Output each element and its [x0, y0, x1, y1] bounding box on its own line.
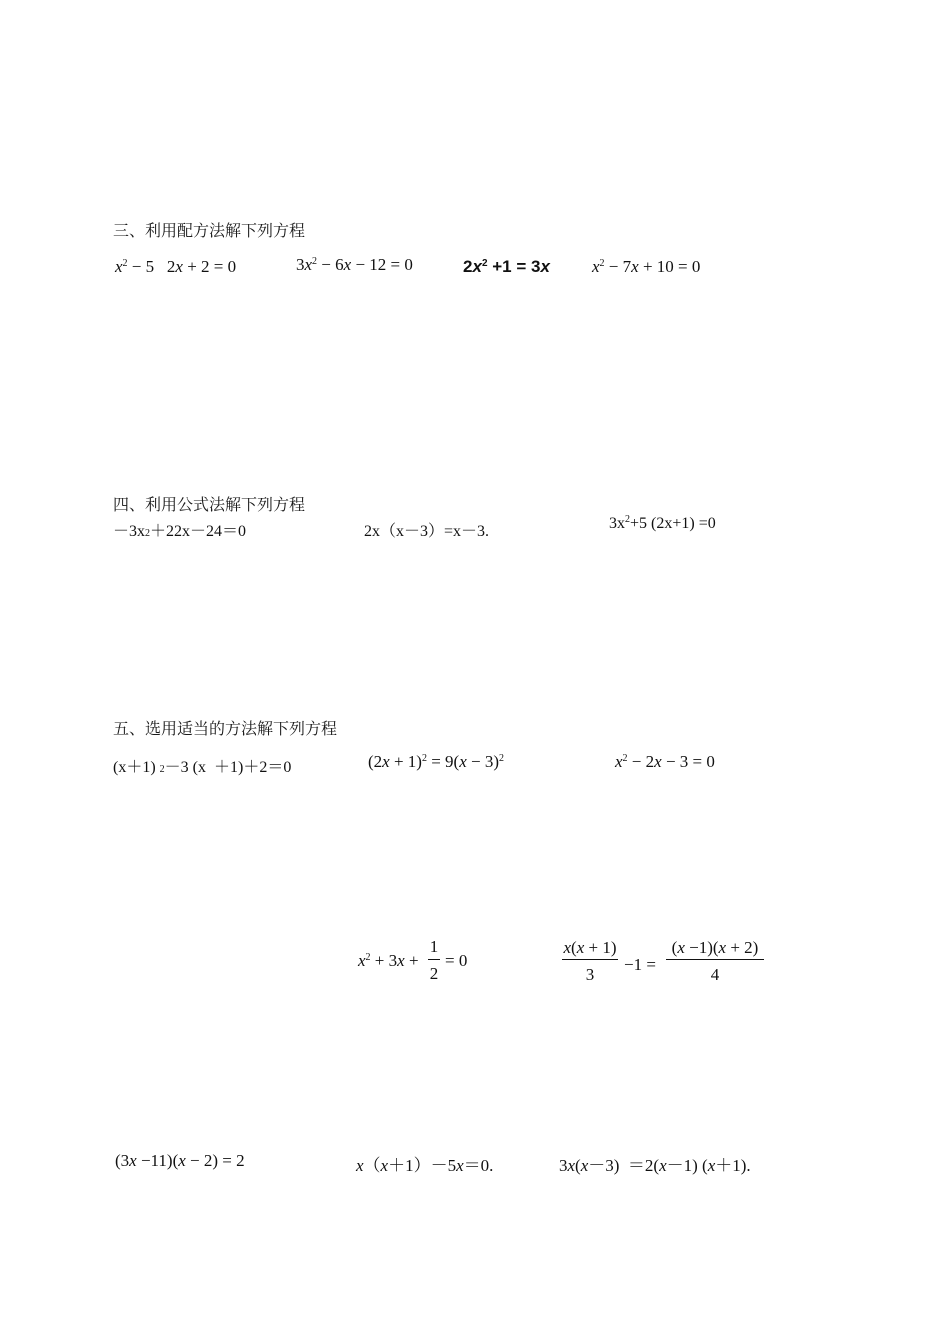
section-5-equation-6: (3x −11)(x − 2) = 2	[115, 1151, 245, 1170]
section-3-equation-4: $x^2 - 7x + 10 = 0$	[592, 257, 701, 276]
section-5-equation-3: $x^2 - 2x - 3 = 0$	[615, 752, 715, 771]
section-4-equation-1: －3x2＋22x－24＝0	[113, 523, 247, 540]
section-5-equation-8: 3x(x－3) ＝2(x－1) (x＋1).	[559, 1156, 751, 1175]
section-5-equation-7: x（x＋1）－5x＝0.	[356, 1156, 494, 1175]
section-3-heading: 三、利用配方法解下列方程	[113, 223, 306, 240]
section-3-equation-2: $3x^2 - 6x - 12 = 0$	[296, 255, 413, 274]
section-4-equation-3: $3x^2+5$ (2x+1) =0	[609, 514, 716, 532]
section-4-heading: 四、利用公式法解下列方程	[113, 497, 306, 514]
section-4-equation-2: 2x（x－3）=x－3.	[364, 523, 490, 540]
section-5-equation-1: (x＋1) 2－3 (x ＋1)＋2＝0	[113, 759, 292, 776]
section-3-equation-3: $2x^2 +1 = 3x$	[463, 257, 550, 276]
worksheet-page: 三、利用配方法解下列方程 $x^2 - 5$ 2x + 2 = 0 $3x^2 - 6x - 12 = 0$ $2x^2 +1 = 3x$ $x^2 - 7x + 10 = 0$ 四、利用公式法解下列方程 －3x2＋22x－24＝0 2x（x－3）=x－3. $3x^2+5$ (2x+1) =0 五、选用适当的方法解下列方程 (x＋1) 2－3 (x ＋1)＋2＝0 $(2x + 1)^2 = 9(x - 3)^2$ $x^2 - 2x - 3 = 0$ $x^2 + 3x$ + 1 2 = 0 x(x + 1) 3 −1 = (x −1)(x + 2) 4 (3x −11)(x − 2) = 2 x（x＋1）－5x＝0. 3x(x－3) ＝2(x－1) (x＋1).	[0, 0, 950, 1344]
section-5-equation-2: $(2x + 1)^2 = 9(x - 3)^2$	[368, 752, 505, 771]
section-3-equation-1: $x^2 - 5$ 2x + 2 = 0	[115, 257, 237, 276]
section-5-heading: 五、选用适当的方法解下列方程	[113, 721, 338, 738]
